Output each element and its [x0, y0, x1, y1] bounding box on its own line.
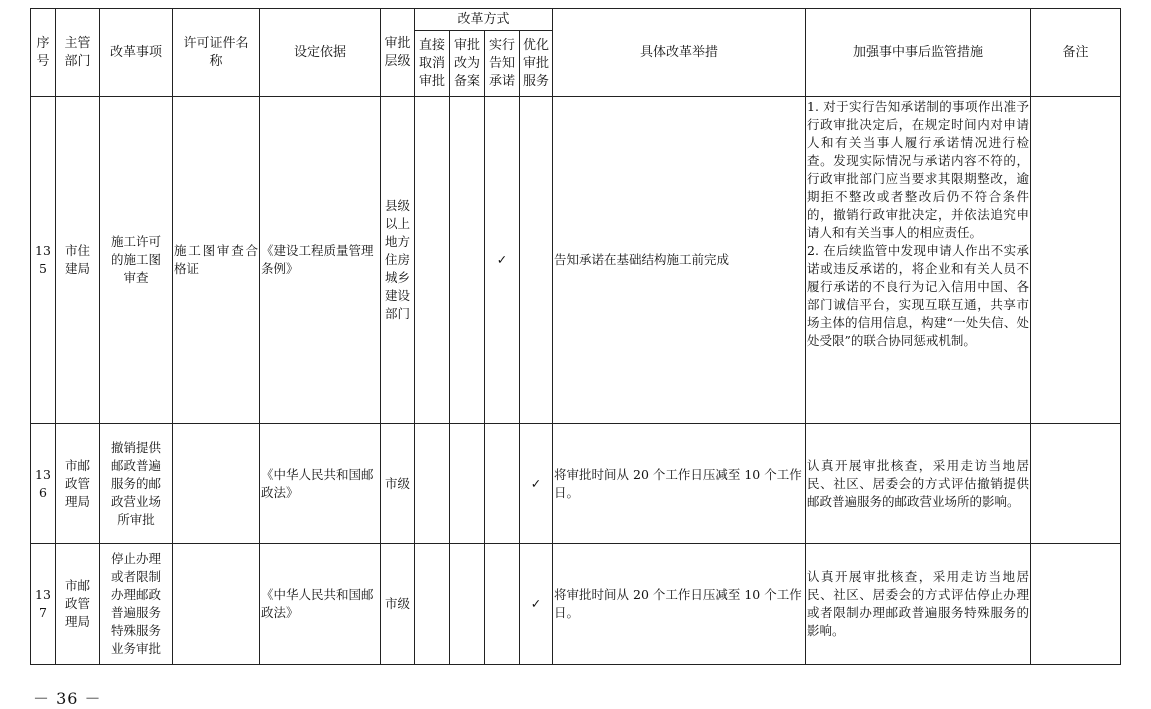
method-cell-commitment: [485, 424, 520, 544]
header-method-optimize: 优化审批服务: [520, 31, 553, 97]
header-supervision: 加强事中事后监管措施: [806, 9, 1031, 97]
row-measures: 告知承诺在基础结构施工前完成: [553, 97, 806, 424]
method-cell-optimize: [520, 97, 553, 424]
row-level: 市级: [381, 544, 415, 665]
method-cell-filing: [450, 424, 485, 544]
page-number: － 36 －: [33, 689, 102, 708]
row-license: 施工图审查合格证: [173, 97, 260, 424]
check-mark-icon: ✓: [530, 596, 542, 611]
table-row: [31, 544, 1121, 665]
header-method-cancel: 直接取消审批: [415, 31, 450, 97]
row-supervision: 认真开展审批核查，采用走访当地居民、社区、居委会的方式评估停止办理或者限制办理邮政普遍服务特殊服务的影响。: [806, 544, 1031, 665]
header-method-group: 改革方式: [415, 9, 553, 31]
header-dept: 主管部门: [56, 9, 100, 97]
method-cell-cancel: [415, 97, 450, 424]
table-row: [31, 424, 1121, 544]
row-license: [173, 544, 260, 665]
header-level: 审批层级: [381, 9, 415, 97]
row-item: 施工许可的施工图审查: [100, 97, 173, 424]
row-seq: 135: [31, 97, 56, 424]
row-remarks: [1031, 544, 1121, 665]
check-mark-icon: ✓: [530, 475, 542, 491]
method-cell-cancel: [415, 424, 450, 544]
row-seq: 136: [31, 424, 56, 544]
header-license: 许可证件名称: [173, 9, 260, 97]
header-measures: 具体改革举措: [553, 9, 806, 97]
row-remarks: [1031, 97, 1121, 424]
method-cell-cancel: [415, 544, 450, 665]
reform-table: [30, 8, 1121, 665]
check-mark-icon: ✓: [496, 252, 508, 267]
row-basis: 《建设工程质量管理条例》: [260, 97, 381, 424]
row-supervision: 1. 对于实行告知承诺制的事项作出准予行政审批决定后，在规定时间内对申请人和有关当事人履行承诺情况进行检查。发现实际情况与承诺内容不符的，行政审批部门应当要求其限期整改，逾期拒不整改或者整改后仍不符合条件的，撤销行政审批决定，并依法追究申请人和有关当事人的相应责任。 2. 在后续监管中发现申请人作出不实承诺或违反承诺的，将企业和有关人员不履行承诺的不良行为记入信用中国、各部门诚信平台，实现互联互通，共享市场主体的信用信息，构建“一处失信、处处受限”的联合协同惩戒机制。: [806, 97, 1031, 424]
row-seq: 137: [31, 544, 56, 665]
method-cell-optimize: [520, 544, 553, 665]
method-cell-filing: [450, 97, 485, 424]
row-item: 撤销提供邮政普遍服务的邮政营业场所审批: [100, 424, 173, 544]
row-dept: 市住建局: [56, 97, 100, 424]
row-measures: 将审批时间从 20 个工作日压减至 10 个工作日。: [553, 424, 806, 544]
row-dept: 市邮政管理局: [56, 544, 100, 665]
header-item: 改革事项: [100, 9, 173, 97]
row-level: 县级以上地方住房城乡建设部门: [381, 97, 415, 424]
header-basis: 设定依据: [260, 9, 381, 97]
table-row: [31, 97, 1121, 424]
row-supervision: 认真开展审批核查，采用走访当地居民、社区、居委会的方式评估撤销提供邮政普遍服务的邮政营业场所的影响。: [806, 424, 1031, 544]
row-dept: 市邮政管理局: [56, 424, 100, 544]
row-level: 市级: [381, 424, 415, 544]
method-cell-optimize: [520, 424, 553, 544]
method-cell-filing: [450, 544, 485, 665]
header-remarks: 备注: [1031, 9, 1121, 97]
row-item: 停止办理或者限制办理邮政普遍服务特殊服务业务审批: [100, 544, 173, 665]
method-cell-commitment: [485, 97, 520, 424]
row-remarks: [1031, 424, 1121, 544]
row-basis: 《中华人民共和国邮政法》: [260, 424, 381, 544]
row-measures: 将审批时间从 20 个工作日压减至 10 个工作日。: [553, 544, 806, 665]
header-method-filing: 审批改为备案: [450, 31, 485, 97]
header-seq: 序号: [31, 9, 56, 97]
header-method-commitment: 实行告知承诺: [485, 31, 520, 97]
row-basis: 《中华人民共和国邮政法》: [260, 544, 381, 665]
method-cell-commitment: [485, 544, 520, 665]
row-license: [173, 424, 260, 544]
